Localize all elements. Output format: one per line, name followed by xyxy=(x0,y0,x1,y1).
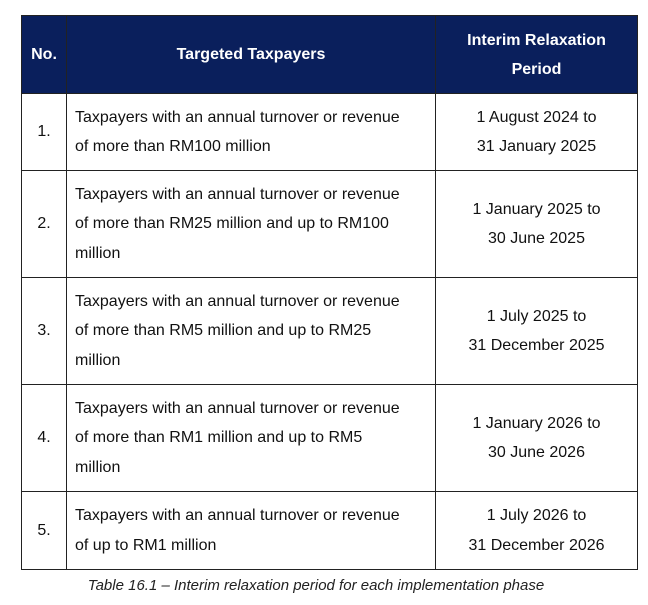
relaxation-period-cell xyxy=(436,94,638,171)
table-header xyxy=(22,16,638,94)
targeted-taxpayers-cell xyxy=(67,171,436,278)
taxpayers-text-line: million xyxy=(75,244,121,262)
period-start: 1 January 2025 to xyxy=(472,200,601,218)
period-end: 31 January 2025 xyxy=(476,138,597,155)
period-end: 30 June 2026 xyxy=(488,444,585,461)
taxpayers-text-line: million xyxy=(75,351,121,369)
implementation-phase-table xyxy=(21,15,638,570)
row-number: 4. xyxy=(22,385,67,492)
table-body xyxy=(22,94,638,570)
period-start: 1 July 2026 to xyxy=(486,507,587,524)
table-row xyxy=(22,171,638,278)
taxpayers-text-line: Taxpayers with an annual turnover or revenue xyxy=(75,292,400,310)
header-no: No. xyxy=(22,16,67,94)
header-row xyxy=(22,16,638,94)
row-number: 3. xyxy=(22,278,67,385)
header-interim-relaxation-period xyxy=(436,16,638,94)
taxpayers-text-line: of up to RM1 million xyxy=(75,536,217,554)
row-number: 1. xyxy=(22,94,67,171)
table-row xyxy=(22,492,638,570)
table-caption: Table 16.1 – Interim relaxation period for each implementation phase xyxy=(87,577,545,594)
targeted-taxpayers-cell xyxy=(67,278,436,385)
taxpayers-text-line: million xyxy=(75,458,121,476)
header-targeted-taxpayers: Targeted Taxpayers xyxy=(67,16,436,94)
taxpayers-text-line: Taxpayers with an annual turnover or revenue xyxy=(75,507,400,524)
relaxation-period-cell xyxy=(436,385,638,492)
taxpayers-text-line: of more than RM25 million and up to RM100 xyxy=(75,215,389,233)
period-start: 1 January 2026 to xyxy=(472,414,601,432)
period-end: 31 December 2025 xyxy=(468,337,605,354)
row-number: 2. xyxy=(22,171,67,278)
relaxation-period-cell xyxy=(436,171,638,278)
taxpayers-text-line: of more than RM1 million and up to RM5 xyxy=(75,429,363,447)
table-row xyxy=(22,94,638,171)
period-start: 1 August 2024 to xyxy=(476,108,597,126)
taxpayers-text-line: of more than RM100 million xyxy=(75,138,271,155)
table-row xyxy=(22,278,638,385)
period-start: 1 July 2025 to xyxy=(486,307,587,325)
relaxation-period-cell xyxy=(436,278,638,385)
taxpayers-text-line: Taxpayers with an annual turnover or revenue xyxy=(75,399,400,417)
table-row xyxy=(22,385,638,492)
taxpayers-text-line: of more than RM5 million and up to RM25 xyxy=(75,322,372,340)
targeted-taxpayers-cell xyxy=(67,385,436,492)
row-number: 5. xyxy=(22,492,67,570)
taxpayers-text-line: Taxpayers with an annual turnover or revenue xyxy=(75,185,400,203)
period-end: 30 June 2025 xyxy=(488,230,585,247)
header-period-line-2: Period xyxy=(511,60,562,78)
header-period-line-1: Interim Relaxation xyxy=(467,31,606,49)
targeted-taxpayers-cell xyxy=(67,492,436,570)
taxpayers-text-line: Taxpayers with an annual turnover or revenue xyxy=(75,108,400,126)
targeted-taxpayers-cell xyxy=(67,94,436,171)
relaxation-period-cell xyxy=(436,492,638,570)
period-end: 31 December 2026 xyxy=(468,536,605,554)
